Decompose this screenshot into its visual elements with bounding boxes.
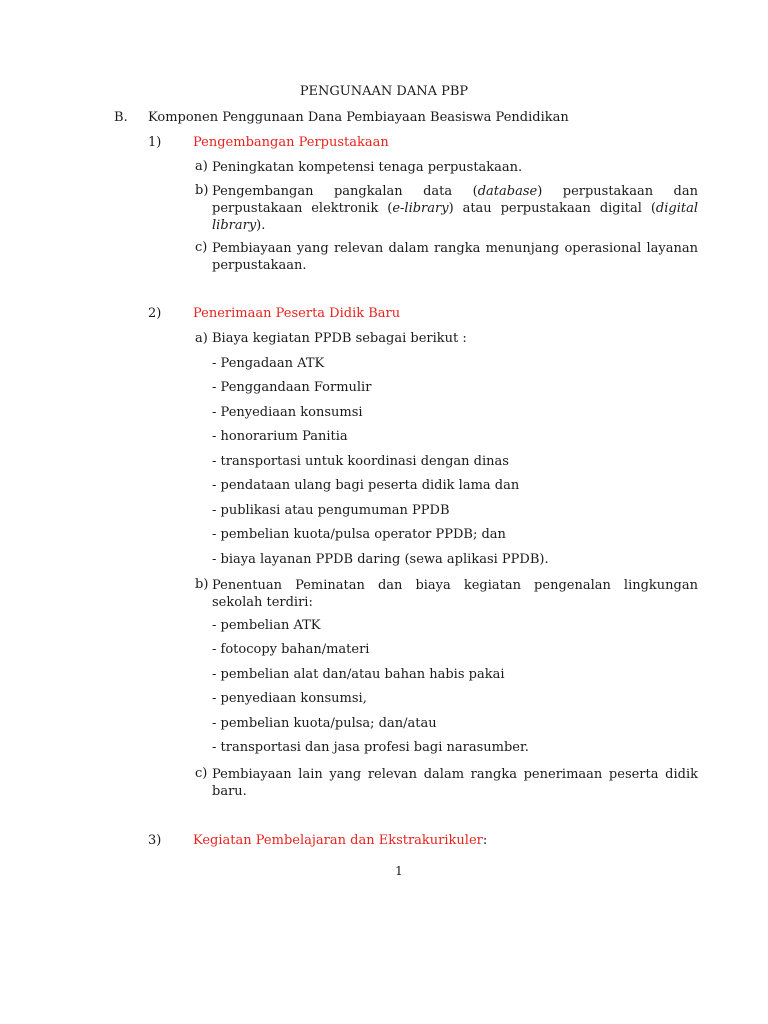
list-item: - Penggandaan Formulir: [212, 380, 372, 395]
list-item: - transportasi untuk koordinasi dengan dinas: [212, 454, 509, 469]
list-item: - pembelian kuota/pulsa; dan/atau: [212, 716, 437, 731]
item-1c-text: Pembiayaan yang relevan dalam rangka menunjang operasional layanan perpustakaan.: [212, 241, 698, 273]
list-item: - Penyediaan konsumsi: [212, 405, 363, 420]
item-3-number: 3): [148, 833, 162, 848]
list-item: - penyediaan konsumsi,: [212, 691, 367, 706]
list-item: - biaya layanan PPDB daring (sewa aplikasi PPDB).: [212, 552, 549, 567]
list-item: - transportasi dan jasa profesi bagi narasumber.: [212, 740, 529, 755]
term-digital-library: digital library: [212, 201, 698, 233]
item-1-number: 1): [148, 135, 162, 150]
item-2-number: 2): [148, 306, 162, 321]
list-item: - publikasi atau pengumuman PPDB: [212, 503, 450, 518]
item-2a-label: a): [195, 331, 208, 346]
item-1-heading: Pengembangan Perpustakaan: [193, 135, 389, 150]
item-1b-text: Pengembangan pangkalan data (database) perpustakaan dan perpustakaan elektronik (e-library) atau perpustakaan digital (digital library).: [212, 184, 698, 233]
item-2b-text: Penentuan Peminatan dan biaya kegiatan pengenalan lingkungan sekolah terdiri:: [212, 578, 698, 610]
list-item: - pembelian ATK: [212, 618, 321, 633]
item-2c-text: Pembiayaan lain yang relevan dalam rangka penerimaan peserta didik baru.: [212, 767, 698, 799]
term-database: database: [477, 184, 538, 199]
section-heading: Komponen Penggunaan Dana Pembiayaan Beasiswa Pendidikan: [148, 110, 569, 125]
item-2-heading: Penerimaan Peserta Didik Baru: [193, 306, 401, 321]
list-item: - honorarium Panitia: [212, 429, 348, 444]
section-label: B.: [114, 110, 128, 125]
page-title: PENGUNAAN DANA PBP: [299, 84, 469, 99]
item-1a-label: a): [195, 159, 208, 174]
list-item: - pembelian alat dan/atau bahan habis pakai: [212, 667, 505, 682]
list-item: - pendataan ulang bagi peserta didik lama dan: [212, 478, 520, 493]
item-1b-label: b): [195, 183, 209, 198]
item-1c-label: c): [195, 240, 208, 255]
list-item: - pembelian kuota/pulsa operator PPDB; dan: [212, 527, 506, 542]
item-2a-text: Biaya kegiatan PPDB sebagai berikut :: [212, 331, 467, 346]
item-3-heading: Kegiatan Pembelajaran dan Ekstrakurikuler:: [193, 833, 488, 848]
list-item: - fotocopy bahan/materi: [212, 642, 370, 657]
item-2c-label: c): [195, 766, 208, 781]
page-number: 1: [395, 864, 403, 878]
item-1a-text: Peningkatan kompetensi tenaga perpustakaan.: [212, 160, 523, 175]
term-e-library: e-library: [392, 201, 449, 216]
list-item: - Pengadaan ATK: [212, 356, 325, 371]
item-2b-label: b): [195, 577, 209, 592]
